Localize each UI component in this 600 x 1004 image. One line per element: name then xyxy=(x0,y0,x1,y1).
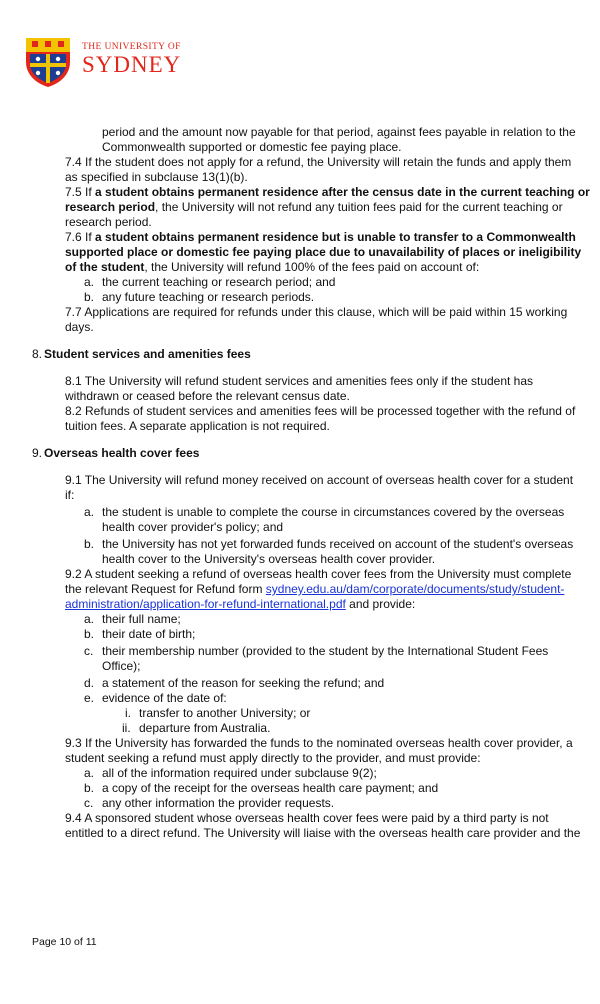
text-line: 9.1 The University will refund money received on account of overseas health cover for a student xyxy=(65,473,574,487)
list-marker: b. xyxy=(84,627,95,641)
text-line: 8.2 Refunds of student services and amenities fees will be processed together with the refund of xyxy=(65,404,576,418)
text-line: administration/application-for-refund-international.pdf and provide: xyxy=(65,597,416,611)
list-marker: a. xyxy=(84,505,95,519)
text-line: 9.3 If the University has forwarded the funds to the nominated overseas health cover provider, a xyxy=(65,736,573,750)
list-item: the student is unable to complete the course in circumstances covered by the overseas xyxy=(102,505,565,519)
text-line: 7.6 If a student obtains permanent residence but is unable to transfer to a Commonwealth xyxy=(65,230,576,244)
text-line: 7.5 If a student obtains permanent residence after the census date in the current teaching or xyxy=(65,185,590,199)
list-marker: b. xyxy=(84,290,95,304)
text-line: tuition fees. A separate application is not required. xyxy=(65,419,330,433)
list-item: evidence of the date of: xyxy=(102,691,227,705)
section-number: 8. xyxy=(32,347,43,361)
section-number: 9. xyxy=(32,446,43,460)
section-heading: Student services and amenities fees xyxy=(44,347,251,361)
text-line: as specified in subclause 13(1)(b). xyxy=(65,170,248,184)
list-item: all of the information required under subclause 9(2); xyxy=(102,766,377,780)
text-line: student seeking a refund must apply directly to the provider, and must provide: xyxy=(65,751,481,765)
text-line: the relevant Request for Refund form sydney.edu.au/dam/corporate/documents/study/student- xyxy=(65,582,565,596)
text-line: Commonwealth supported or domestic fee paying place. xyxy=(102,140,402,154)
text-line: 7.4 If the student does not apply for a refund, the University will retain the funds and apply them xyxy=(65,155,572,169)
list-marker: e. xyxy=(84,691,95,705)
text-line: days. xyxy=(65,320,94,334)
list-marker: c. xyxy=(84,644,94,658)
list-item: the University has not yet forwarded funds received on account of the student's overseas xyxy=(102,537,574,551)
list-item: a statement of the reason for seeking the refund; and xyxy=(102,676,385,690)
university-wordmark xyxy=(82,42,181,77)
text-line: 9.4 A sponsored student whose overseas health cover fees were paid by a third party is not xyxy=(65,811,549,825)
text-line: 8.1 The University will refund student services and amenities fees only if the student has xyxy=(65,374,534,388)
section-heading: Overseas health cover fees xyxy=(44,446,200,460)
text-line: if: xyxy=(65,488,75,502)
list-item: any other information the provider requests. xyxy=(102,796,335,810)
list-marker: b. xyxy=(84,537,95,551)
list-item: any future teaching or research periods. xyxy=(102,290,315,304)
text-line: period and the amount now payable for that period, against fees payable in relation to the xyxy=(102,125,576,139)
text-line: supported place or domestic fee paying place due to unavailability of places or ineligibility xyxy=(65,245,582,259)
list-item: their full name; xyxy=(102,612,181,626)
sublist-item: departure from Australia. xyxy=(139,721,271,735)
page-number: Page 10 of 11 xyxy=(32,936,97,948)
sublist-item: transfer to another University; or xyxy=(139,706,311,720)
list-item: a copy of the receipt for the overseas health care payment; and xyxy=(102,781,439,795)
text-line: research period. xyxy=(65,215,152,229)
list-item: the current teaching or research period; and xyxy=(102,275,336,289)
wordmark-main: SYDNEY xyxy=(82,52,182,77)
university-crest-icon xyxy=(24,36,72,88)
refund-form-link-cont[interactable]: administration/application-for-refund-international.pdf xyxy=(65,597,346,611)
text-line: withdrawn or ceased before the relevant census date. xyxy=(65,389,350,403)
list-marker: b. xyxy=(84,781,95,795)
list-item: health cover to the University's overseas health cover provider. xyxy=(102,552,436,566)
wordmark-top: THE UNIVERSITY OF xyxy=(82,42,181,52)
list-item: their date of birth; xyxy=(102,627,196,641)
list-item: their membership number (provided to the student by the International Student Fees xyxy=(102,644,549,658)
list-marker: d. xyxy=(84,676,95,690)
text-line: research period, the University will not refund any tuition fees paid for the current teaching or xyxy=(65,200,563,214)
text-line: 9.2 A student seeking a refund of overseas health cover fees from the University must complete xyxy=(65,567,572,581)
list-marker: a. xyxy=(84,766,95,780)
list-marker: c. xyxy=(84,796,94,810)
refund-form-link[interactable]: sydney.edu.au/dam/corporate/documents/study/student- xyxy=(265,582,565,596)
list-marker: a. xyxy=(84,612,95,626)
text-line: entitled to a direct refund. The University will liaise with the overseas health care provider and the xyxy=(65,826,581,840)
text-line: of the student, the University will refund 100% of the fees paid on account of: xyxy=(65,260,480,274)
list-item: Office); xyxy=(102,659,141,673)
sublist-marker: ii. xyxy=(122,721,131,735)
list-item: health cover provider's policy; and xyxy=(102,520,284,534)
sublist-marker: i. xyxy=(125,706,131,720)
list-marker: a. xyxy=(84,275,95,289)
text-line: 7.7 Applications are required for refunds under this clause, which will be paid within 15 working xyxy=(65,305,568,319)
